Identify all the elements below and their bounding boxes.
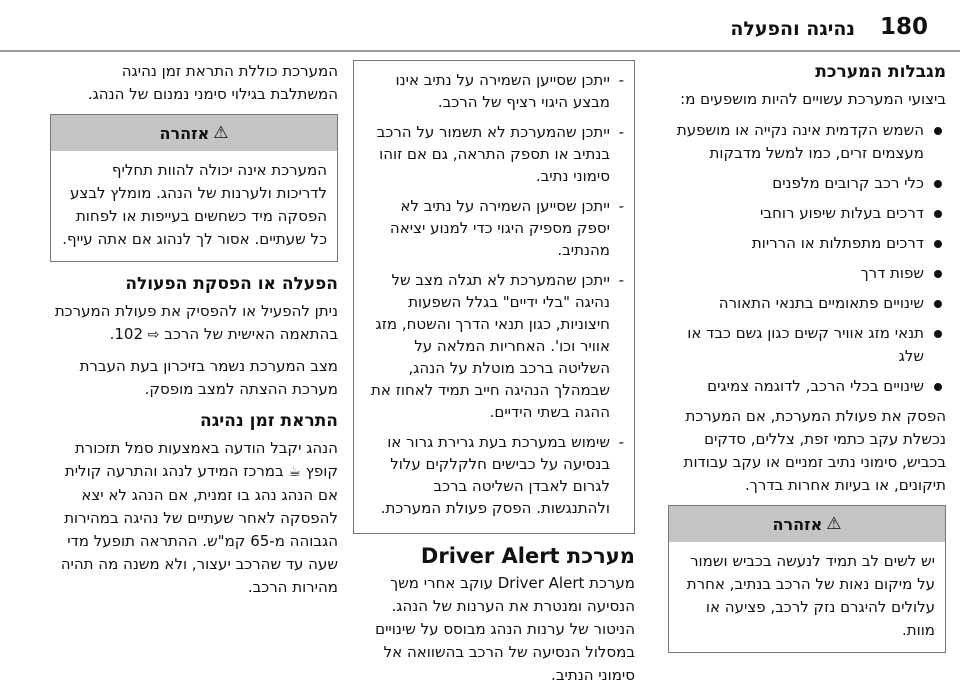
list-item: - ייתכן שסייען השמירה על נתיב אינו מבצע היגוי רציף של הרכב. — [364, 69, 624, 113]
list-item: השמש הקדמית אינה נקייה או מושפעת מעצמים זרים, כמו למשל מדבקות — [668, 119, 946, 165]
warning-text: יש לשים לב תמיד לנעשה בכביש ושמור על מיקום נאות של הרכב בנתיב, אחרת עלולים להיגרם נזק לרכב, פציעה או מוות. — [686, 552, 935, 639]
list-item: שפות דרך — [668, 262, 946, 285]
limitations-list — [668, 119, 946, 398]
page-reference-arrow-icon: ⇨ — [147, 327, 160, 343]
section-title: נהיגה והפעלה — [730, 18, 855, 40]
limitations-closing: הפסק את פעולת המערכת, אם המערכת נכשלת עקב כתמי זפת, צללים, סדקים בכביש, סימוני נתיב זמניים או עקב עבודות תיקונים, או בעיות אחרות בדרך. — [683, 407, 946, 494]
warning-header — [51, 115, 337, 151]
page-number: 180 — [879, 14, 928, 40]
activation-heading: הפעלה או הפסקת הפעולה — [125, 274, 338, 294]
middle-column — [353, 60, 635, 695]
warning-box — [668, 505, 946, 653]
list-item: - ייתכן שסייען השמירה על נתיב לא יספק מספיק היגוי כדי למנוע יציאה מהנתיב. — [364, 195, 624, 261]
warning-triangle-icon: ⚠ — [213, 122, 229, 143]
driving-time-alert-heading: התראת זמן נהיגה — [200, 411, 338, 431]
list-item: - שימוש במערכת בעת גרירת גרור או בנסיעה על כבישים חלקלקים עלול לגרום לאבדן השליטה ברכב ולהתנגשות. הפסק פעולת המערכת. — [364, 431, 624, 519]
list-item: תנאי מזג אוויר קשים כגון גשם כבד או שלג — [668, 322, 946, 368]
driver-alert-heading: מערכת Driver Alert — [420, 544, 635, 568]
warning-header — [669, 506, 945, 542]
list-item: דרכים בעלות שיפוע רוחבי — [668, 202, 946, 225]
cautions-box — [353, 60, 635, 534]
warning-title: אזהרה — [772, 514, 823, 534]
cautions-list — [364, 69, 624, 519]
activation-text-body: ניתן להפעיל או להפסיק את פעולת המערכת בהתאמה האישית של הרכב — [54, 302, 338, 343]
warning-text: המערכת אינה יכולה להוות תחליף לדריכות ולערנות של הנהג. מומלץ לבצע הפסקה מיד כשחשים בעייפות או לפחות כל שעתיים. אסור לך לנהוג אם אתה עייף. — [62, 161, 327, 248]
list-item: - ייתכן שהמערכת לא תגלה מצב של נהיגה "בלי ידיים" בגלל השפעות חיצוניות, כגון תנאי הדרך והשטח, מזג אוויר וכו'. האחריות המלאה על השליטה ברכב מוטלת על הנהג, שבמהלך הנהיגה חייב תמיד לאחוז את ההגה בשתי הידיים. — [364, 269, 624, 423]
alert-text-part1: הנהג יקבל הודעה באמצעות סמל תזכורת קופץ — [74, 439, 338, 480]
alert-text-part2: במרכז המידע לנהג והתרעה קולית אם הנהג נהג בו זמנית, אם הנהג לא יצא להפסקה לאחר שעתיים של נהיגה במהירות הגבוהה מ-65 קמ"ש. ההתראה תופעל מדי שעה עד שהרכב יעצור, ולא משנה מה תהיה מהירות הרכב. — [60, 462, 338, 596]
limitations-intro: ביצועי המערכת עשויים להיות מושפעים מ: — [680, 90, 946, 108]
page-reference: 102 — [114, 325, 143, 343]
left-intro: המערכת כוללת התראת זמן נהיגה המשתלבת בגילוי סימני נמנום של הנהג. — [87, 62, 338, 103]
warning-triangle-icon: ⚠ — [826, 513, 842, 534]
list-item: דרכים מתפתלות או הרריות — [668, 232, 946, 255]
warning-title: אזהרה — [159, 123, 210, 143]
coffee-cup-icon: ☕ — [288, 464, 302, 480]
list-item: - ייתכן שהמערכת לא תשמור על הרכב בנתיב או תספק התראה, גם אם זוהו סימוני נתיב. — [364, 121, 624, 187]
memory-text: מצב המערכת נשמר בזיכרון בעת העברת מערכת ההצתה למצב מופסק. — [79, 357, 338, 398]
driving-time-alert-text — [50, 437, 338, 599]
activation-text: ניתן להפעיל או להפסיק את פעולת המערכת בהתאמה האישית של הרכב ⇨ 102. — [50, 300, 338, 347]
driver-alert-text: מערכת Driver Alert עוקב אחרי משך הנסיעה ומנטרת את הערנות של הנהג. הניטור של ערנות הנהג מבוסס על שינויים במסלול הנסיעה של הרכב בהשוואה אל סימוני הנתיב. — [375, 574, 635, 684]
list-item: שינויים פתאומיים בתנאי התאורה — [668, 292, 946, 315]
right-column — [668, 60, 946, 663]
list-item: כלי רכב קרובים מלפנים — [668, 172, 946, 195]
list-item: שינויים בכלי הרכב, לדוגמה צמיגים — [668, 375, 946, 398]
system-limitations-heading: מגבלות המערכת — [815, 62, 946, 82]
left-column — [50, 60, 338, 607]
warning-box — [50, 114, 338, 262]
page-header — [0, 0, 960, 52]
